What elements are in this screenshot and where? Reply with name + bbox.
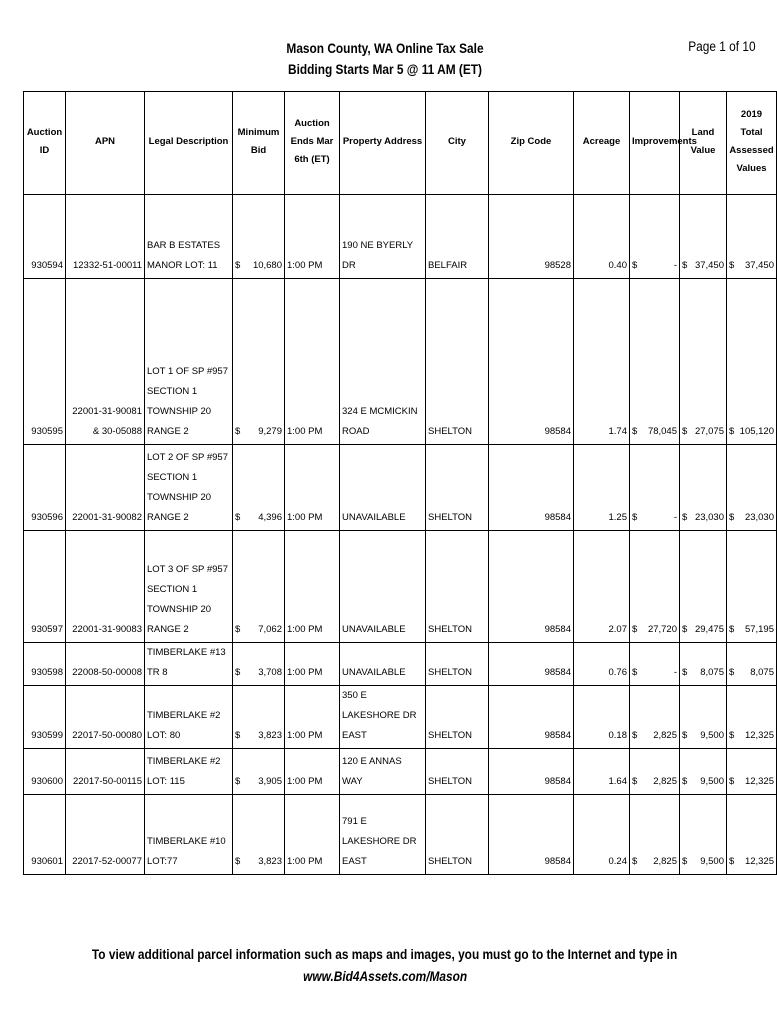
minimum-bid-cell bbox=[233, 195, 285, 279]
zip-code-cell: 98584 bbox=[489, 686, 574, 749]
title-line-2: Bidding Starts Mar 5 @ 11 AM (ET) bbox=[287, 62, 482, 77]
auction-id-cell: 930599 bbox=[24, 686, 66, 749]
acreage-improvements-cell-value: 2,825 bbox=[653, 730, 677, 741]
currency-symbol: $ bbox=[632, 426, 638, 437]
total-assessed-cell-value: 12,325 bbox=[744, 856, 774, 867]
currency-symbol: $ bbox=[632, 512, 638, 523]
total-assessed-cell bbox=[727, 749, 777, 795]
property-address-cell: 350 E LAKESHORE DR EAST bbox=[340, 686, 426, 749]
currency-symbol: $ bbox=[235, 667, 241, 678]
currency-symbol: $ bbox=[682, 260, 688, 271]
property-address-cell: 190 NE BYERLY DR bbox=[340, 195, 426, 279]
currency-symbol: $ bbox=[235, 426, 241, 437]
col-auction-id: Auction ID bbox=[24, 92, 66, 195]
land-value-cell bbox=[680, 686, 727, 749]
land-value-cell bbox=[680, 795, 727, 875]
land-value-cell-value: 8,075 bbox=[700, 667, 724, 678]
city-cell: SHELTON bbox=[426, 445, 489, 531]
minimum-bid-cell-value: 7,062 bbox=[258, 624, 282, 635]
page-number: Page 1 of 10 bbox=[688, 39, 756, 54]
acreage-improvements-cell-value: - bbox=[673, 260, 677, 271]
acreage-cell: 1.64 bbox=[574, 749, 630, 795]
acreage-improvements-cell-value: 78,045 bbox=[647, 426, 677, 437]
currency-symbol: $ bbox=[632, 776, 638, 787]
currency-symbol: $ bbox=[682, 667, 688, 678]
col-improvements: Improvements bbox=[630, 92, 680, 195]
land-value-cell-value: 23,030 bbox=[694, 512, 724, 523]
acreage-improvements-cell bbox=[630, 445, 680, 531]
currency-symbol: $ bbox=[682, 426, 688, 437]
acreage-improvements-cell-value: 2,825 bbox=[653, 776, 677, 787]
minimum-bid-cell bbox=[233, 686, 285, 749]
apn-cell: 22001-31-90083 bbox=[66, 531, 145, 643]
total-assessed-cell-value: 37,450 bbox=[744, 260, 774, 271]
acreage-improvements-cell-value: - bbox=[673, 667, 677, 678]
acreage-cell: 1.25 bbox=[574, 445, 630, 531]
auction-ends-cell: 1:00 PM bbox=[285, 195, 340, 279]
currency-symbol: $ bbox=[235, 512, 241, 523]
acreage-improvements-cell-value: 27,720 bbox=[647, 624, 677, 635]
minimum-bid-cell-value: 9,279 bbox=[258, 426, 282, 437]
total-assessed-cell bbox=[727, 445, 777, 531]
table-row bbox=[24, 643, 777, 686]
property-address-cell: UNAVAILABLE bbox=[340, 531, 426, 643]
col-property-address: Property Address bbox=[340, 92, 426, 195]
legal-description-cell: LOT 1 OF SP #957 SECTION 1 TOWNSHIP 20 RANGE 2 bbox=[145, 279, 233, 445]
total-assessed-cell-value: 23,030 bbox=[744, 512, 774, 523]
land-value-cell-value: 29,475 bbox=[694, 624, 724, 635]
total-assessed-cell-value: 8,075 bbox=[750, 667, 774, 678]
footer-line-1: To view additional parcel information such as maps and images, you must go to the Internet and type in bbox=[92, 947, 678, 962]
property-address-cell: 791 E LAKESHORE DR EAST bbox=[340, 795, 426, 875]
minimum-bid-cell bbox=[233, 749, 285, 795]
auction-id-cell: 930600 bbox=[24, 749, 66, 795]
currency-symbol: $ bbox=[632, 624, 638, 635]
currency-symbol: $ bbox=[682, 730, 688, 741]
table-row bbox=[24, 795, 777, 875]
auction-ends-cell: 1:00 PM bbox=[285, 749, 340, 795]
land-value-cell bbox=[680, 195, 727, 279]
minimum-bid-cell bbox=[233, 643, 285, 686]
apn-cell: 22017-50-00080 bbox=[66, 686, 145, 749]
acreage-improvements-cell bbox=[630, 643, 680, 686]
minimum-bid-cell bbox=[233, 445, 285, 531]
acreage-cell: 0.18 bbox=[574, 686, 630, 749]
minimum-bid-cell-value: 3,708 bbox=[258, 667, 282, 678]
acreage-improvements-cell-value: - bbox=[673, 512, 677, 523]
header-row bbox=[24, 92, 777, 195]
property-address-cell: 120 E ANNAS WAY bbox=[340, 749, 426, 795]
apn-cell: 12332-51-00011 bbox=[66, 195, 145, 279]
city-cell: SHELTON bbox=[426, 795, 489, 875]
currency-symbol: $ bbox=[235, 856, 241, 867]
zip-code-cell: 98584 bbox=[489, 445, 574, 531]
col-zip-code: Zip Code bbox=[489, 92, 574, 195]
minimum-bid-cell bbox=[233, 795, 285, 875]
acreage-cell: 0.40 bbox=[574, 195, 630, 279]
col-total-assessed: 2019 Total Assessed Values bbox=[727, 92, 777, 195]
city-cell: SHELTON bbox=[426, 531, 489, 643]
land-value-cell-value: 27,075 bbox=[694, 426, 724, 437]
currency-symbol: $ bbox=[632, 260, 638, 271]
zip-code-cell: 98584 bbox=[489, 749, 574, 795]
minimum-bid-cell-value: 4,396 bbox=[258, 512, 282, 523]
total-assessed-cell bbox=[727, 686, 777, 749]
total-assessed-cell-value: 57,195 bbox=[744, 624, 774, 635]
currency-symbol: $ bbox=[235, 260, 241, 271]
currency-symbol: $ bbox=[682, 856, 688, 867]
currency-symbol: $ bbox=[682, 624, 688, 635]
minimum-bid-cell-value: 10,680 bbox=[252, 260, 282, 271]
minimum-bid-cell-value: 3,905 bbox=[258, 776, 282, 787]
col-minimum-bid: Minimum Bid bbox=[233, 92, 285, 195]
acreage-cell: 0.24 bbox=[574, 795, 630, 875]
zip-code-cell: 98528 bbox=[489, 195, 574, 279]
city-cell: SHELTON bbox=[426, 279, 489, 445]
footer-note bbox=[0, 944, 770, 988]
currency-symbol: $ bbox=[235, 776, 241, 787]
zip-code-cell: 98584 bbox=[489, 279, 574, 445]
city-cell: BELFAIR bbox=[426, 195, 489, 279]
city-cell: SHELTON bbox=[426, 749, 489, 795]
legal-description-cell: TIMBERLAKE #10 LOT:77 bbox=[145, 795, 233, 875]
apn-cell: 22017-50-00115 bbox=[66, 749, 145, 795]
acreage-improvements-cell bbox=[630, 279, 680, 445]
minimum-bid-cell bbox=[233, 531, 285, 643]
title-line-1: Mason County, WA Online Tax Sale bbox=[286, 41, 484, 56]
land-value-cell bbox=[680, 749, 727, 795]
total-assessed-cell bbox=[727, 795, 777, 875]
acreage-cell: 0.76 bbox=[574, 643, 630, 686]
total-assessed-cell-value: 12,325 bbox=[744, 730, 774, 741]
land-value-cell-value: 9,500 bbox=[700, 856, 724, 867]
apn-cell: 22017-52-00077 bbox=[66, 795, 145, 875]
land-value-cell bbox=[680, 531, 727, 643]
zip-code-cell: 98584 bbox=[489, 795, 574, 875]
table-row bbox=[24, 686, 777, 749]
legal-description-cell: TIMBERLAKE #13 TR 8 bbox=[145, 643, 233, 686]
land-value-cell bbox=[680, 279, 727, 445]
property-address-cell: UNAVAILABLE bbox=[340, 643, 426, 686]
apn-cell: 22008-50-00008 bbox=[66, 643, 145, 686]
col-land-value: Land Value bbox=[680, 92, 727, 195]
acreage-improvements-cell bbox=[630, 795, 680, 875]
currency-symbol: $ bbox=[729, 667, 735, 678]
col-city: City bbox=[426, 92, 489, 195]
acreage-improvements-cell bbox=[630, 749, 680, 795]
city-cell: SHELTON bbox=[426, 686, 489, 749]
auction-ends-cell: 1:00 PM bbox=[285, 279, 340, 445]
minimum-bid-cell-value: 3,823 bbox=[258, 856, 282, 867]
acreage-improvements-cell bbox=[630, 686, 680, 749]
currency-symbol: $ bbox=[729, 624, 735, 635]
auction-ends-cell: 1:00 PM bbox=[285, 795, 340, 875]
currency-symbol: $ bbox=[729, 856, 735, 867]
auction-id-cell: 930597 bbox=[24, 531, 66, 643]
currency-symbol: $ bbox=[235, 730, 241, 741]
zip-code-cell: 98584 bbox=[489, 531, 574, 643]
document-title bbox=[46, 38, 724, 80]
minimum-bid-cell-value: 3,823 bbox=[258, 730, 282, 741]
land-value-cell-value: 9,500 bbox=[700, 776, 724, 787]
currency-symbol: $ bbox=[729, 776, 735, 787]
auction-ends-cell: 1:00 PM bbox=[285, 531, 340, 643]
currency-symbol: $ bbox=[729, 512, 735, 523]
land-value-cell bbox=[680, 643, 727, 686]
auction-id-cell: 930595 bbox=[24, 279, 66, 445]
table-row bbox=[24, 749, 777, 795]
total-assessed-cell-value: 12,325 bbox=[744, 776, 774, 787]
land-value-cell-value: 9,500 bbox=[700, 730, 724, 741]
acreage-improvements-cell bbox=[630, 531, 680, 643]
col-apn: APN bbox=[66, 92, 145, 195]
col-acreage: Acreage bbox=[574, 92, 630, 195]
total-assessed-cell bbox=[727, 531, 777, 643]
currency-symbol: $ bbox=[682, 512, 688, 523]
table-row bbox=[24, 445, 777, 531]
acreage-improvements-cell bbox=[630, 195, 680, 279]
total-assessed-cell bbox=[727, 279, 777, 445]
acreage-cell: 2.07 bbox=[574, 531, 630, 643]
acreage-cell: 1.74 bbox=[574, 279, 630, 445]
total-assessed-cell bbox=[727, 643, 777, 686]
acreage-improvements-cell-value: 2,825 bbox=[653, 856, 677, 867]
currency-symbol: $ bbox=[632, 730, 638, 741]
minimum-bid-cell bbox=[233, 279, 285, 445]
land-value-cell-value: 37,450 bbox=[694, 260, 724, 271]
currency-symbol: $ bbox=[729, 260, 735, 271]
currency-symbol: $ bbox=[235, 624, 241, 635]
currency-symbol: $ bbox=[682, 776, 688, 787]
tax-sale-table bbox=[23, 91, 777, 875]
apn-cell: 22001-31-90082 bbox=[66, 445, 145, 531]
land-value-cell bbox=[680, 445, 727, 531]
col-legal-description: Legal Description bbox=[145, 92, 233, 195]
auction-ends-cell: 1:00 PM bbox=[285, 686, 340, 749]
property-address-cell: 324 E MCMICKIN ROAD bbox=[340, 279, 426, 445]
zip-code-cell: 98584 bbox=[489, 643, 574, 686]
auction-id-cell: 930598 bbox=[24, 643, 66, 686]
legal-description-cell: TIMBERLAKE #2 LOT: 115 bbox=[145, 749, 233, 795]
currency-symbol: $ bbox=[729, 426, 735, 437]
currency-symbol: $ bbox=[632, 856, 638, 867]
city-cell: SHELTON bbox=[426, 643, 489, 686]
auction-id-cell: 930594 bbox=[24, 195, 66, 279]
property-address-cell: UNAVAILABLE bbox=[340, 445, 426, 531]
auction-ends-cell: 1:00 PM bbox=[285, 643, 340, 686]
currency-symbol: $ bbox=[632, 667, 638, 678]
currency-symbol: $ bbox=[729, 730, 735, 741]
col-auction-ends: Auction Ends Mar 6th (ET) bbox=[285, 92, 340, 195]
table-row bbox=[24, 531, 777, 643]
total-assessed-cell bbox=[727, 195, 777, 279]
legal-description-cell: BAR B ESTATES MANOR LOT: 11 bbox=[145, 195, 233, 279]
auction-id-cell: 930596 bbox=[24, 445, 66, 531]
total-assessed-cell-value: 105,120 bbox=[739, 426, 774, 437]
apn-cell: 22001-31-90081 & 30-05088 bbox=[66, 279, 145, 445]
legal-description-cell: TIMBERLAKE #2 LOT: 80 bbox=[145, 686, 233, 749]
table-row bbox=[24, 195, 777, 279]
auction-ends-cell: 1:00 PM bbox=[285, 445, 340, 531]
legal-description-cell: LOT 3 OF SP #957 SECTION 1 TOWNSHIP 20 RANGE 2 bbox=[145, 531, 233, 643]
auction-id-cell: 930601 bbox=[24, 795, 66, 875]
footer-url-link[interactable]: www.Bid4Assets.com/Mason bbox=[303, 969, 467, 984]
table-row bbox=[24, 279, 777, 445]
legal-description-cell: LOT 2 OF SP #957 SECTION 1 TOWNSHIP 20 RANGE 2 bbox=[145, 445, 233, 531]
